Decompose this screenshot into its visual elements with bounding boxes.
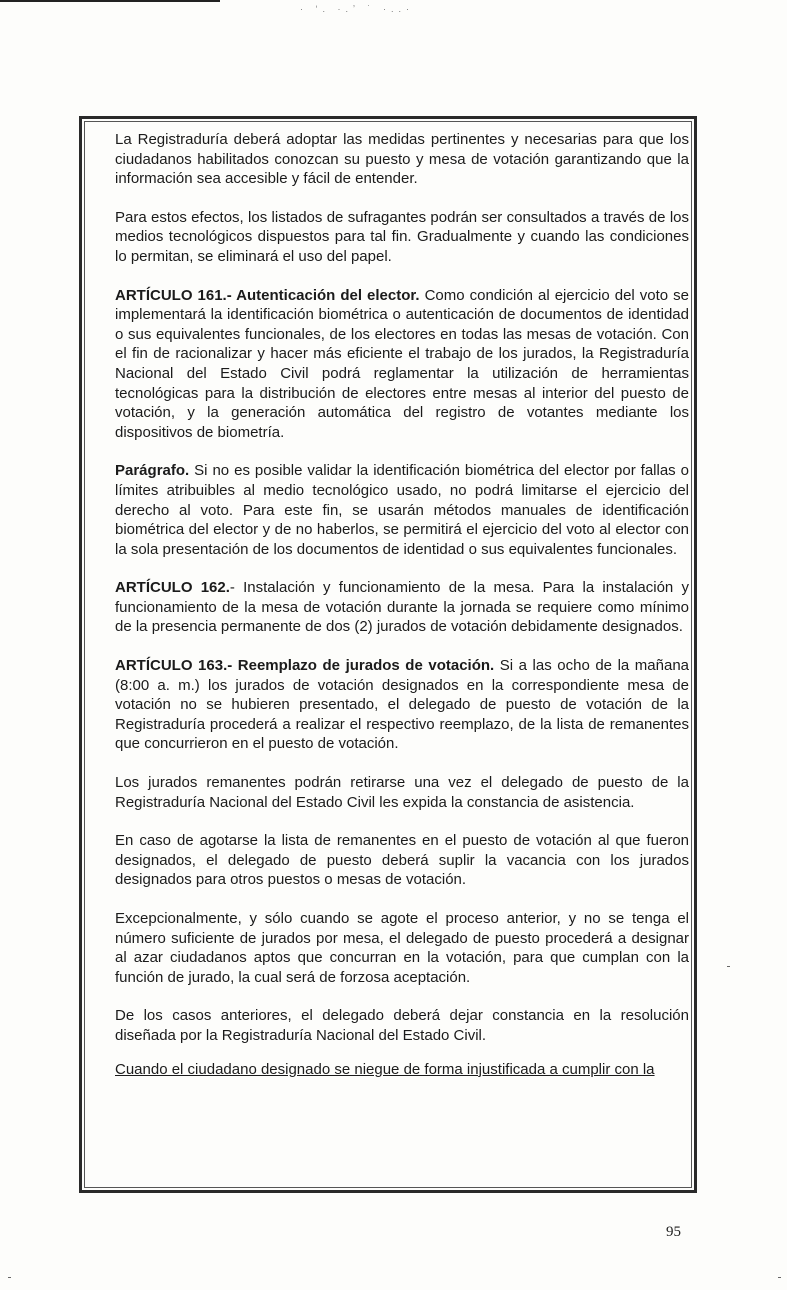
text-frame [79,116,697,1193]
paragraph-1: La Registraduría deberá adoptar las medidas pertinentes y necesarias para que los ciudadanos habilitados conozcan su puesto y mesa de votación garantizando que la información sea accesible y fácil de entender. [115,131,689,188]
paragraph-7: Los jurados remanentes podrán retirarse una vez el delegado de puesto de la Registraduría Nacional del Estado Civil les expida la constancia de asistencia. [115,774,689,811]
paragraph-10: De los casos anteriores, el delegado deberá dejar constancia en la resolución diseñada por la Registraduría Nacional del Estado Civil. [115,1007,689,1044]
article-162-heading: ARTÍCULO 162. [115,579,230,597]
scan-specks: · ʻ. ·.ʼ ˙ ·..· [300,4,414,14]
scan-mark [778,1277,781,1278]
document-body [115,122,689,1079]
article-161-heading: ARTÍCULO 161.- Autenticación del elector. [115,286,420,304]
paragraph-2: Para estos efectos, los listados de sufragantes podrán ser consultados a través de los medios tecnológicos dispuestos para tal fin. Gradualmente y cuando las condiciones lo permitan, se eliminará el uso del papel. [115,208,689,265]
scan-edge-line [0,0,220,2]
scan-mark [727,966,730,967]
article-163: ARTÍCULO 163.- Reemplazo de jurados de votación. Si a las ocho de la mañana (8:00 a. m.) los jurados de votación designados en la correspondiente mesa de votación no se hubieren presentado, el delegado de puesto de votación de la Registraduría procederá a realizar el respectivo reemplazo, de la lista de remanentes que concurrieron en el puesto de votación. [115,657,689,753]
article-162: ARTÍCULO 162.- Instalación y funcionamiento de la mesa. Para la instalación y funcionamiento de la mesa de votación durante la jornada se requiere como mínimo de la presencia permanente de dos (2) jurados de votación debidamente designados. [115,579,689,636]
paragrafo-heading: Parágrafo. [115,462,190,480]
paragrafo: Parágrafo. Si no es posible validar la identificación biométrica del elector por fallas o límites atribuibles al medio tecnológico usado, no podrá limitarse el ejercicio del derecho al voto. Para este fin, se usarán métodos manuales de identificación biométrica del elector y de no haberlos, se permitirá el ejercicio del voto al elector con la sola presentación de los documentos de identidad o sus equivalentes funcionales. [115,462,689,558]
truncated-line: Cuando el ciudadano designado se niegue de forma injustificada a cumplir con la [115,1060,655,1078]
paragraph-9: Excepcionalmente, y sólo cuando se agote el proceso anterior, y no se tenga el número suficiente de jurados por mesa, el delegado de puesto procederá a designar al azar ciudadanos aptos que concurran en la votación, para que cumplan con la función de jurado, la cual será de forzosa aceptación. [115,910,689,986]
article-163-heading: ARTÍCULO 163.- Reemplazo de jurados de votación. [115,657,495,675]
page-number: 95 [666,1224,681,1240]
paragraph-8: En caso de agotarse la lista de remanentes en el puesto de votación al que fueron designados, el delegado de puesto deberá suplir la vacancia con los jurados designados para otros puestos o mesas de votación. [115,832,689,889]
article-161: ARTÍCULO 161.- Autenticación del elector. Como condición al ejercicio del voto se implementará la identificación biométrica o autenticación de documentos de identidad o sus equivalentes funcionales, de los electores en todas las mesas de votación. Con el fin de racionalizar y hacer más eficiente el trabajo de los jurados, la Registraduría Nacional del Estado Civil podrá reglamentar la utilización de herramientas tecnológicas para la distribución de electores entre mesas al interior del puesto de votación, y la generación automática del registro de votantes mediante los dispositivos de biometría. [115,286,690,441]
scan-mark [8,1277,11,1278]
